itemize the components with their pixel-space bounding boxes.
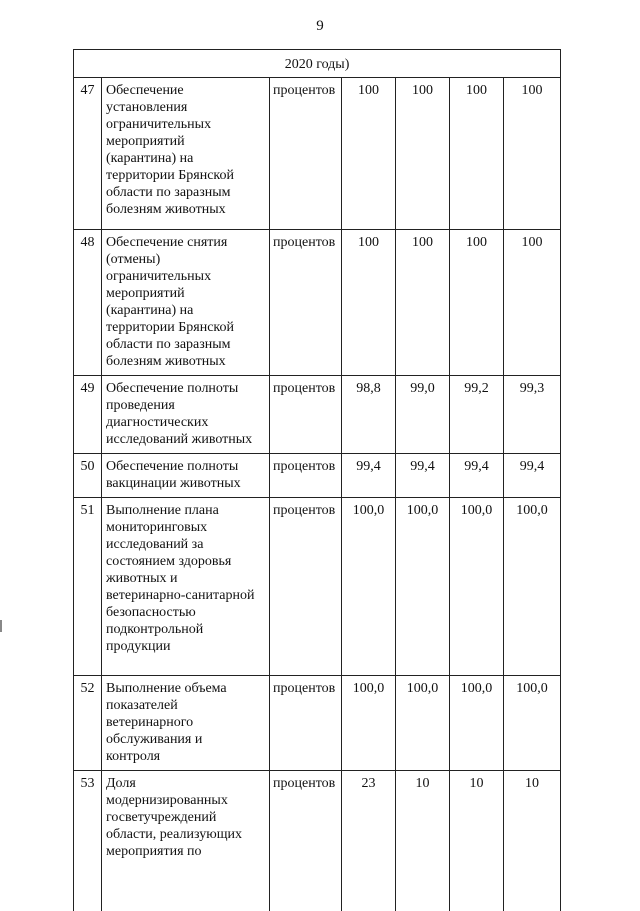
indicator-name-line: исследований за — [106, 537, 204, 552]
row-number: 47 — [74, 78, 102, 230]
indicator-name — [102, 376, 270, 454]
row-number: 51 — [74, 498, 102, 676]
indicator-name-line: показателей — [106, 698, 178, 713]
value-cell: 99,2 — [450, 376, 504, 454]
indicator-name-line: болезням животных — [106, 354, 226, 369]
value-cell: 100 — [342, 230, 396, 376]
row-number: 48 — [74, 230, 102, 376]
value-cell: 100 — [396, 230, 450, 376]
value-cell: 100,0 — [504, 498, 561, 676]
indicator-name — [102, 78, 270, 230]
value-cell: 99,3 — [504, 376, 561, 454]
indicator-name-line: Обеспечение полноты — [106, 459, 239, 474]
indicator-name-line: безопасностью — [106, 605, 196, 620]
table-row — [74, 498, 561, 676]
scan-edge-mark — [0, 620, 2, 632]
indicator-name-line: контроля — [106, 749, 161, 764]
indicator-name-line: проведения — [106, 398, 175, 413]
indicator-name-line: Обеспечение полноты — [106, 381, 239, 396]
unit-cell: процентов — [270, 78, 342, 230]
row-number: 50 — [74, 454, 102, 498]
value-cell: 100,0 — [504, 676, 561, 771]
indicator-name-line: ветеринарного — [106, 715, 194, 730]
indicator-name-line: территории Брянской — [106, 168, 235, 183]
table-row — [74, 376, 561, 454]
indicator-name-line: Обеспечение — [106, 83, 184, 98]
table-row — [74, 771, 561, 911]
value-cell: 99,4 — [342, 454, 396, 498]
indicator-name-line: ограничительных — [106, 117, 212, 132]
unit-cell: процентов — [270, 454, 342, 498]
indicator-name-line: подконтрольной — [106, 622, 204, 637]
indicator-name-line: модернизированных — [106, 793, 228, 808]
indicator-name-line: мониторинговых — [106, 520, 208, 535]
table-span-row — [74, 50, 561, 78]
value-cell: 100,0 — [396, 676, 450, 771]
indicator-name-line: Обеспечение снятия — [106, 235, 228, 250]
value-cell: 100,0 — [450, 676, 504, 771]
value-cell: 10 — [504, 771, 561, 911]
indicator-name-line: мероприятий — [106, 134, 185, 149]
value-cell: 10 — [450, 771, 504, 911]
table-row — [74, 230, 561, 376]
indicator-name-line: Доля — [106, 776, 136, 791]
value-cell: 100 — [396, 78, 450, 230]
table-row — [74, 78, 561, 230]
value-cell: 99,4 — [450, 454, 504, 498]
indicator-name-line: установления — [106, 100, 188, 115]
table-row — [74, 454, 561, 498]
indicator-name-line: мероприятий — [106, 286, 185, 301]
value-cell: 100 — [504, 230, 561, 376]
indicator-table — [73, 49, 561, 911]
indicator-name-line: (отмены) — [106, 252, 161, 267]
value-cell: 100,0 — [342, 676, 396, 771]
indicator-name-line: области, реализующих — [106, 827, 242, 842]
value-cell: 23 — [342, 771, 396, 911]
indicator-name-line: ограничительных — [106, 269, 212, 284]
value-cell: 100 — [450, 78, 504, 230]
indicator-name-line: Выполнение объема — [106, 681, 227, 696]
indicator-name-line: вакцинации животных — [106, 476, 241, 491]
row-number: 52 — [74, 676, 102, 771]
indicator-name-line: ветеринарно-санитарной — [106, 588, 255, 603]
span-row-text: 2020 годы) — [74, 50, 561, 78]
indicator-name-line: (карантина) на — [106, 151, 194, 166]
indicator-name-line: территории Брянской — [106, 320, 235, 335]
indicator-name-line: состоянием здоровья — [106, 554, 232, 569]
value-cell: 100 — [450, 230, 504, 376]
indicator-name-line: диагностических — [106, 415, 209, 430]
indicator-name-line: госветучреждений — [106, 810, 217, 825]
value-cell: 99,4 — [396, 454, 450, 498]
value-cell: 100,0 — [450, 498, 504, 676]
indicator-name-line: области по заразным — [106, 185, 231, 200]
indicator-name-line: исследований животных — [106, 432, 253, 447]
indicator-name-line: мероприятия по — [106, 844, 202, 859]
indicator-name — [102, 676, 270, 771]
indicator-name-line: Выполнение плана — [106, 503, 219, 518]
unit-cell: процентов — [270, 376, 342, 454]
unit-cell: процентов — [270, 676, 342, 771]
unit-cell: процентов — [270, 771, 342, 911]
page-number: 9 — [316, 18, 324, 34]
value-cell: 99,4 — [504, 454, 561, 498]
unit-cell: процентов — [270, 498, 342, 676]
value-cell: 100 — [342, 78, 396, 230]
table-row — [74, 676, 561, 771]
value-cell: 100 — [504, 78, 561, 230]
indicator-name-line: животных и — [106, 571, 178, 586]
indicator-name — [102, 498, 270, 676]
row-number: 53 — [74, 771, 102, 911]
row-number: 49 — [74, 376, 102, 454]
indicator-name-line: обслуживания и — [106, 732, 203, 747]
indicator-name-line: области по заразным — [106, 337, 231, 352]
indicator-name-line: (карантина) на — [106, 303, 194, 318]
value-cell: 98,8 — [342, 376, 396, 454]
indicator-name-line: болезням животных — [106, 202, 226, 217]
indicator-name — [102, 771, 270, 911]
value-cell: 99,0 — [396, 376, 450, 454]
indicator-name — [102, 454, 270, 498]
value-cell: 100,0 — [342, 498, 396, 676]
indicator-name — [102, 230, 270, 376]
unit-cell: процентов — [270, 230, 342, 376]
indicator-name-line: продукции — [106, 639, 171, 654]
value-cell: 10 — [396, 771, 450, 911]
value-cell: 100,0 — [396, 498, 450, 676]
